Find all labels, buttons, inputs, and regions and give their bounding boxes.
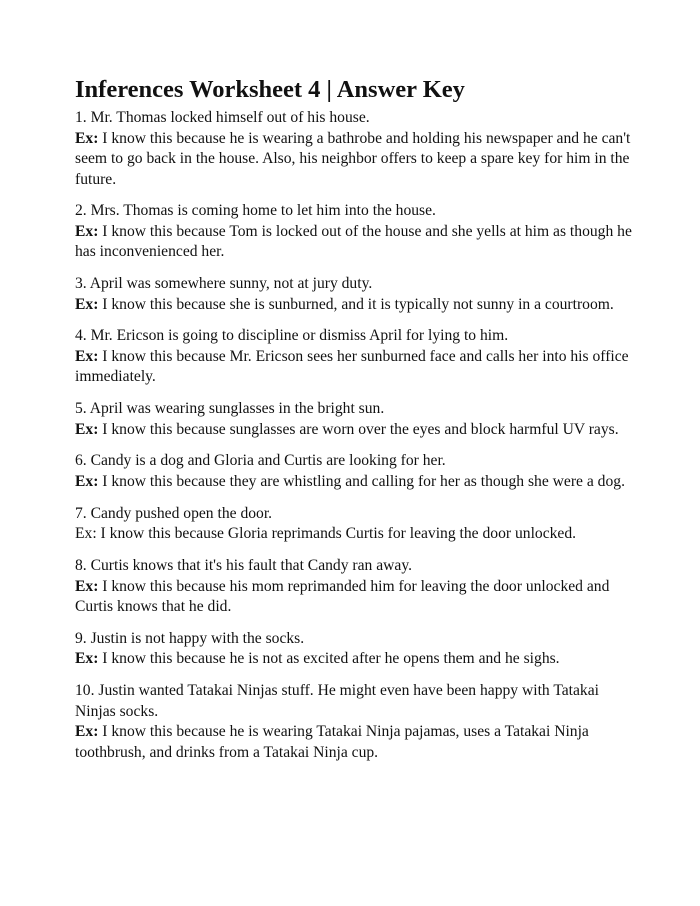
answer-statement: 8. Curtis knows that it's his fault that Candy ran away. [75,557,413,575]
answer-statement: 5. April was wearing sunglasses in the bright sun. [75,400,385,418]
answer-explanation [75,347,635,388]
explanation-text: I know this because she is sunburned, and it is typically not sunny in a courtroom. [98,295,614,313]
explanation-text: I know this because Tom is locked out of the house and she yells at him as though he has inconvenienced her. [75,222,632,261]
ex-label: Ex: [75,129,99,147]
answer-statement: 4. Mr. Ericson is going to discipline or dismiss April for lying to him. [75,327,509,345]
answer-statement: 1. Mr. Thomas locked himself out of his house. [75,109,370,126]
worksheet-page [75,74,635,774]
answer-statement: 9. Justin is not happy with the socks. [75,629,305,647]
answer-item-2 [75,201,635,263]
ex-label: Ex: [75,723,99,741]
ex-label: Ex: [75,347,99,365]
explanation-text: I know this because Gloria reprimands Curtis for leaving the door unlocked. [96,525,577,543]
ex-label: Ex: [75,525,97,543]
answer-statement: 7. Candy pushed open the door. [75,504,273,522]
explanation-text: I know this because they are whistling and calling for her as though she were a dog. [98,472,625,490]
answer-explanation [75,295,635,316]
ex-label: Ex: [75,472,99,490]
answer-explanation [75,577,635,618]
ex-label: Ex: [75,577,99,595]
answer-item-1 [75,108,635,190]
explanation-text: I know this because his mom reprimanded him for leaving the door unlocked and Curtis knows that he did. [75,577,610,616]
answer-item-8 [75,556,635,618]
answer-item-5 [75,399,635,440]
ex-label: Ex: [75,650,99,668]
explanation-text: I know this because Mr. Ericson sees her sunburned face and calls her into his office immediately. [75,347,629,386]
answer-statement: 2. Mrs. Thomas is coming home to let him into the house. [75,202,436,220]
answer-item-10 [75,681,635,763]
answer-explanation [75,420,635,441]
explanation-text: I know this because sunglasses are worn over the eyes and block harmful UV rays. [98,420,619,438]
answer-statement: 10. Justin wanted Tatakai Ninjas stuff. He might even have been happy with Tatakai Ninjas socks. [75,682,599,720]
answer-item-7 [75,504,635,545]
answer-item-9 [75,629,635,670]
answer-explanation [75,222,635,263]
explanation-text: I know this because he is wearing a bathrobe and holding his newspaper and he can't seem to go back in the house. Also, his neighbor offers to keep a spare key for him in the future. [75,129,631,188]
answer-explanation [75,524,635,545]
answer-explanation [75,129,635,191]
ex-label: Ex: [75,295,99,313]
ex-label: Ex: [75,420,99,438]
page-title: Inferences Worksheet 4 | Answer Key [75,76,465,103]
answer-item-3 [75,274,635,315]
answer-explanation [75,722,635,763]
answer-statement: 3. April was somewhere sunny, not at jury duty. [75,275,373,293]
explanation-text: I know this because he is wearing Tatakai Ninja pajamas, uses a Tatakai Ninja toothbrush, and drinks from a Tatakai Ninja cup. [75,723,589,761]
explanation-text: I know this because he is not as excited after he opens them and he sighs. [98,650,560,668]
answer-statement: 6. Candy is a dog and Gloria and Curtis are looking for her. [75,452,446,470]
answer-explanation [75,472,635,493]
answer-explanation [75,649,635,670]
ex-label: Ex: [75,222,99,240]
answer-item-6 [75,451,635,492]
answer-item-4 [75,326,635,388]
